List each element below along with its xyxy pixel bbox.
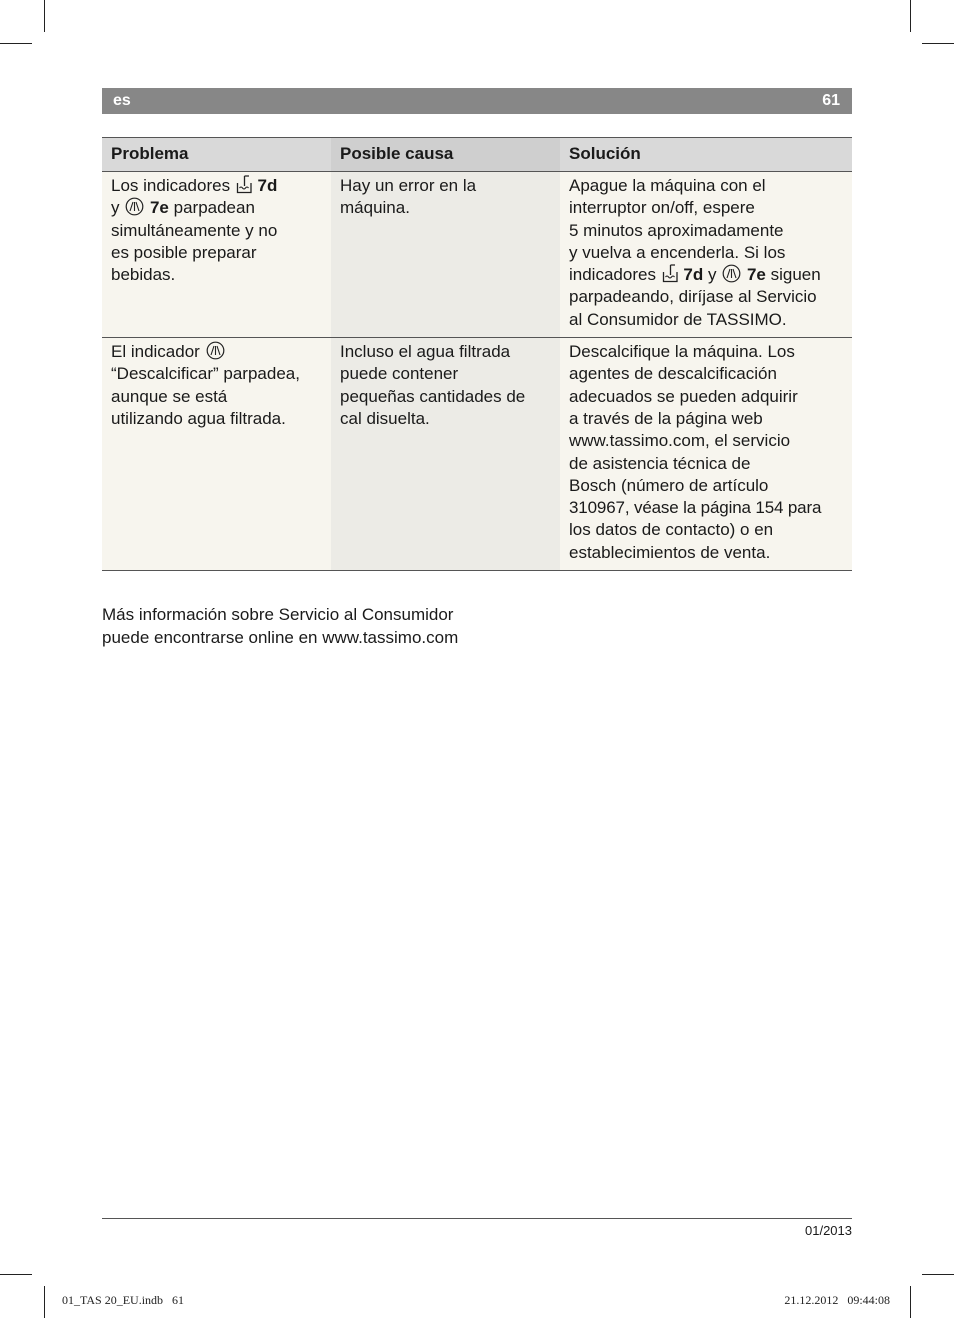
troubleshooting-table: [102, 137, 852, 571]
text: y vuelva a encenderla. Si los: [569, 242, 786, 262]
cause-cell: [331, 172, 560, 338]
text: simultáneamente y no: [111, 220, 278, 240]
text: parpadean: [173, 198, 255, 218]
text: utilizando agua filtrada.: [111, 408, 286, 428]
text: Incluso el agua filtrada: [340, 342, 511, 362]
text: de asistencia técnica de: [569, 453, 751, 473]
text: Los indicadores: [111, 176, 231, 195]
text: los datos de contacto) o en: [569, 520, 774, 540]
text: Bosch (número de artículo: [569, 475, 769, 495]
water-filter-icon: [236, 175, 252, 194]
header-cause: Posible causa: [331, 138, 560, 172]
crop-mark: [910, 1286, 911, 1318]
print-slug-file: 01_TAS 20_EU.indb 61: [62, 1293, 185, 1307]
text: Apague la máquina con el: [569, 176, 766, 195]
indicator-code: 7e: [746, 265, 766, 285]
indicator-code: 7d: [683, 265, 704, 285]
descale-icon: [206, 341, 225, 360]
text: siguen: [770, 265, 821, 285]
print-slug-timestamp: 21.12.2012 09:44:08: [784, 1293, 890, 1307]
solution-cell: [560, 172, 852, 338]
text: indicadores: [569, 265, 656, 285]
text: bebidas.: [111, 265, 176, 285]
text: al Consumidor de TASSIMO.: [569, 309, 787, 329]
crop-mark: [44, 1286, 45, 1318]
text: “Descalcificar” parpadea,: [111, 364, 300, 384]
language-code: es: [113, 92, 131, 109]
page-header: [102, 88, 852, 114]
text: aunque se está: [111, 386, 228, 406]
table-row: [102, 338, 852, 571]
text: adecuados se pueden adquirir: [569, 386, 798, 406]
problem-cell: [102, 338, 331, 571]
crop-mark: [922, 43, 954, 44]
more-info-paragraph: [102, 604, 458, 649]
text: Hay un error en la: [340, 176, 477, 195]
text: parpadeando, diríjase al Servicio: [569, 287, 817, 307]
text: 310967, véase la página 154 para: [569, 498, 822, 518]
text: Más información sobre Servicio al Consumidor: [102, 605, 454, 624]
footer-divider: [102, 1218, 852, 1219]
indicator-code: 7d: [257, 176, 278, 195]
text: y: [708, 265, 717, 285]
text: Descalcifique la máquina. Los: [569, 342, 795, 362]
cause-cell: [331, 338, 560, 571]
descale-icon: [722, 264, 741, 283]
problem-cell: [102, 172, 331, 338]
text: puede encontrarse online en www.tassimo.com: [102, 627, 459, 647]
crop-mark: [910, 0, 911, 32]
indicator-code: 7e: [149, 198, 169, 218]
text: máquina.: [340, 198, 410, 218]
text: puede contener: [340, 364, 459, 384]
header-problem: Problema: [102, 138, 331, 172]
text: El indicador: [111, 342, 200, 362]
text: 5 minutos aproximadamente: [569, 220, 784, 240]
footer-date: 01/2013: [805, 1223, 852, 1238]
table-row: [102, 172, 852, 338]
crop-mark: [0, 1274, 32, 1275]
text: establecimientos de venta.: [569, 542, 771, 562]
solution-cell: [560, 338, 852, 571]
page-number: 61: [822, 92, 840, 109]
text: cal disuelta.: [340, 408, 430, 428]
text: es posible preparar: [111, 242, 257, 262]
text: pequeñas cantidades de: [340, 386, 526, 406]
text: y: [111, 198, 120, 218]
crop-mark: [0, 43, 32, 44]
water-filter-icon: [662, 264, 678, 283]
crop-mark: [922, 1274, 954, 1275]
descale-icon: [125, 197, 144, 216]
text: agentes de descalcificación: [569, 364, 777, 384]
text: www.tassimo.com, el servicio: [569, 431, 791, 451]
text: a través de la página web: [569, 408, 763, 428]
crop-mark: [44, 0, 45, 32]
header-solution: Solución: [560, 138, 852, 172]
text: interruptor on/off, espere: [569, 198, 755, 218]
table-header-row: [102, 138, 852, 172]
